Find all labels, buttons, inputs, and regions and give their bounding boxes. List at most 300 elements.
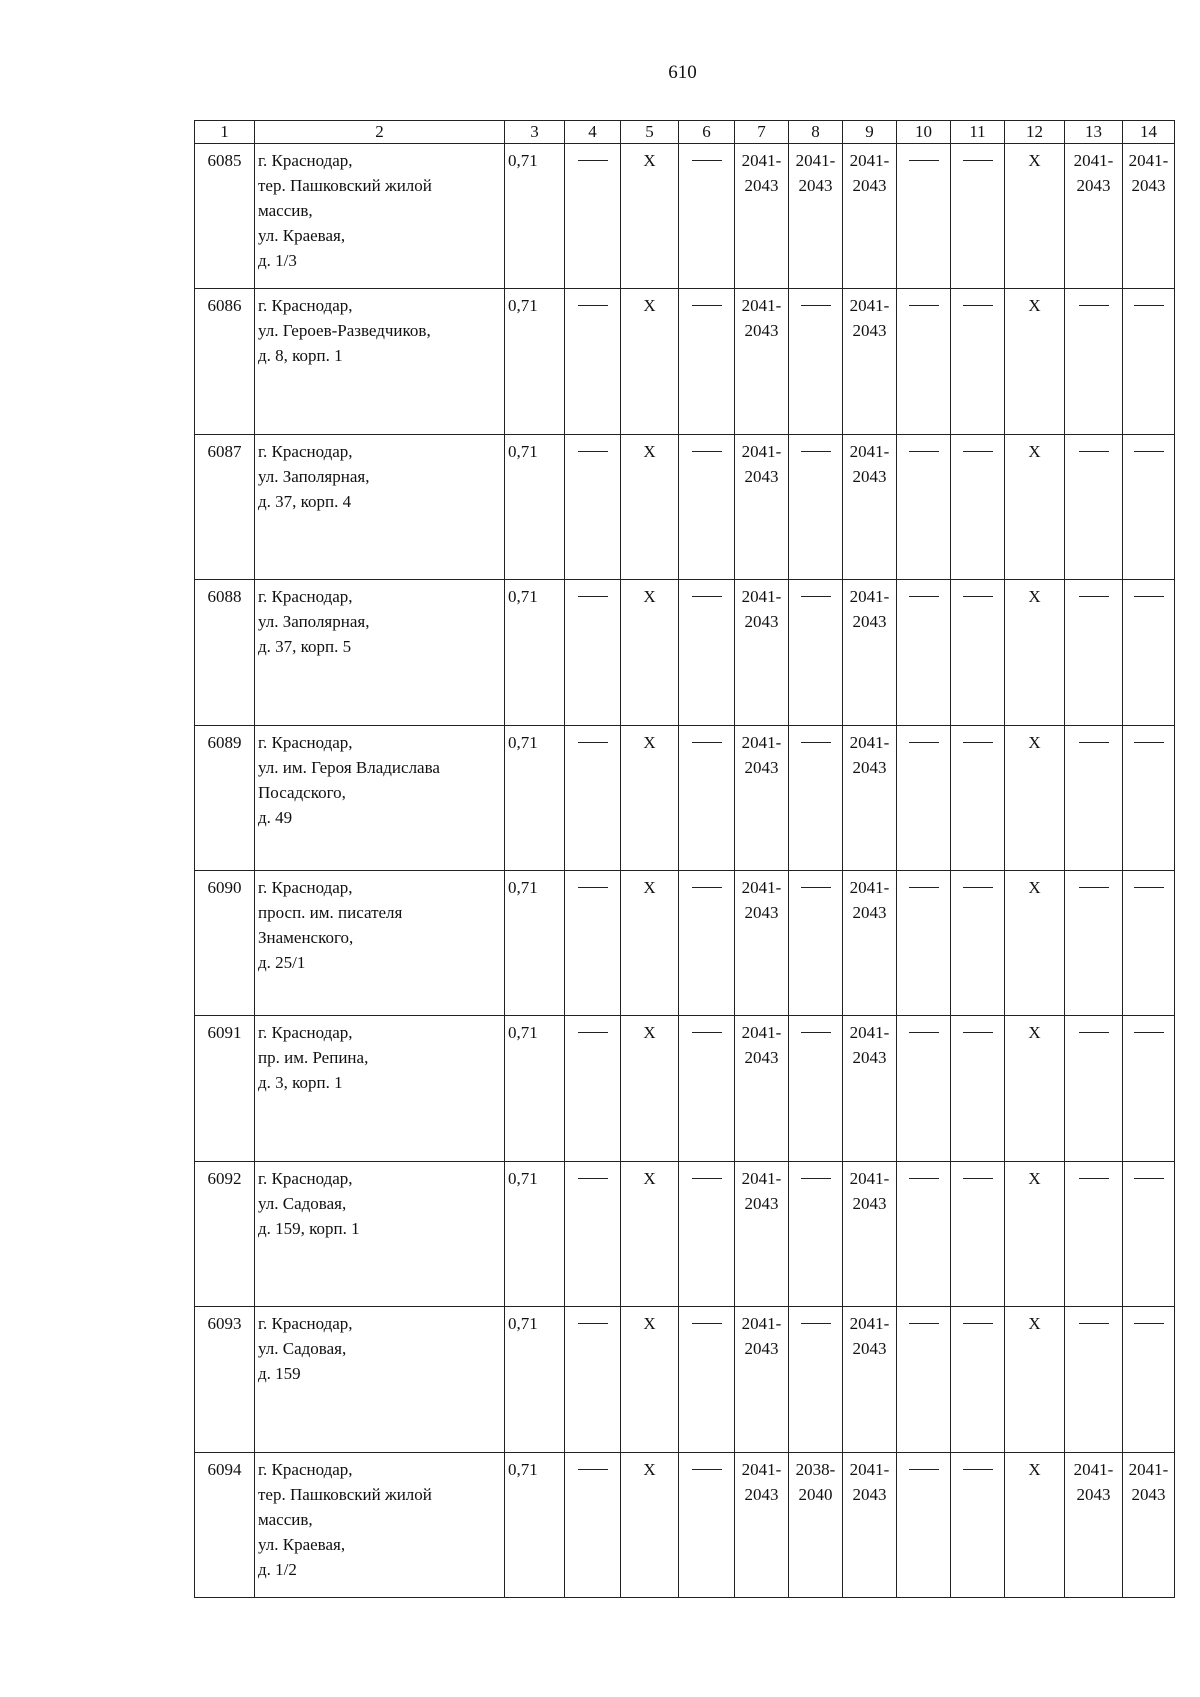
cell-col-12 — [1005, 725, 1065, 870]
row-number: 6094 — [195, 1452, 255, 1597]
dash-mark — [801, 305, 831, 306]
address-cell — [255, 1452, 505, 1597]
cell-col-11 — [951, 1161, 1005, 1306]
column-header-4: 4 — [565, 121, 621, 144]
cell-col-6 — [679, 1452, 735, 1597]
address-cell — [255, 434, 505, 579]
year-range: 2041- 2043 — [741, 1314, 782, 1359]
column-header-14: 14 — [1123, 121, 1175, 144]
dash-mark — [692, 1469, 722, 1470]
cell-col-11 — [951, 144, 1005, 289]
cell-col-3 — [505, 725, 565, 870]
coefficient-value: 0,71 — [508, 877, 538, 897]
dash-mark — [578, 305, 608, 306]
mark-value: X — [1028, 1459, 1041, 1479]
table-row — [195, 1307, 1175, 1452]
address-line: д. 37, корп. 4 — [258, 491, 352, 511]
cell-col-4 — [565, 870, 621, 1015]
cell-col-13 — [1065, 870, 1123, 1015]
dash-mark — [963, 887, 993, 888]
cell-col-13 — [1065, 144, 1123, 289]
address-line: д. 8, корп. 1 — [258, 346, 343, 366]
address-line: д. 49 — [258, 807, 293, 827]
cell-col-5 — [621, 1161, 679, 1306]
cell-col-6 — [679, 1161, 735, 1306]
dash-mark — [1134, 451, 1164, 452]
cell-col-5 — [621, 434, 679, 579]
cell-col-10 — [897, 1307, 951, 1452]
address-cell — [255, 1161, 505, 1306]
cell-col-14 — [1123, 144, 1175, 289]
dash-mark — [1134, 887, 1164, 888]
year-range: 2038- 2040 — [795, 1459, 836, 1504]
cell-col-14 — [1123, 289, 1175, 434]
mark-value: X — [1028, 441, 1041, 461]
cell-col-4 — [565, 1016, 621, 1161]
dash-mark — [578, 1469, 608, 1470]
column-header-8: 8 — [789, 121, 843, 144]
header-row — [195, 121, 1175, 144]
dash-mark — [963, 742, 993, 743]
mark-value: X — [643, 1314, 656, 1334]
dash-mark — [1079, 451, 1109, 452]
cell-col-12 — [1005, 1161, 1065, 1306]
dash-mark — [692, 160, 722, 161]
dash-mark — [909, 1032, 939, 1033]
dash-mark — [801, 451, 831, 452]
table-row — [195, 1016, 1175, 1161]
year-range: 2041- 2043 — [849, 1023, 890, 1068]
cell-col-11 — [951, 1452, 1005, 1597]
dash-mark — [1079, 742, 1109, 743]
row-number: 6092 — [195, 1161, 255, 1306]
cell-col-14 — [1123, 1161, 1175, 1306]
cell-col-4 — [565, 144, 621, 289]
address-line: Знаменского, — [258, 927, 354, 947]
row-number: 6087 — [195, 434, 255, 579]
address-line: ул. Садовая, — [258, 1193, 347, 1213]
dash-mark — [1079, 596, 1109, 597]
table-row — [195, 1452, 1175, 1597]
year-range: 2041- 2043 — [1128, 151, 1169, 195]
cell-col-8 — [789, 289, 843, 434]
dash-mark — [801, 596, 831, 597]
cell-col-7 — [735, 580, 789, 725]
address-line: массив, — [258, 201, 313, 220]
cell-col-11 — [951, 289, 1005, 434]
dash-mark — [578, 742, 608, 743]
address-line: тер. Пашковский жилой — [258, 1484, 432, 1504]
address-line: просп. им. писателя — [258, 902, 403, 922]
year-range: 2041- 2043 — [1128, 1459, 1169, 1504]
cell-col-13 — [1065, 1452, 1123, 1597]
cell-col-14 — [1123, 1016, 1175, 1161]
cell-col-6 — [679, 1016, 735, 1161]
cell-col-7 — [735, 1016, 789, 1161]
dash-mark — [692, 305, 722, 306]
mark-value: X — [1028, 296, 1041, 316]
cell-col-3 — [505, 1016, 565, 1161]
year-range: 2041- 2043 — [849, 877, 890, 922]
column-header-9: 9 — [843, 121, 897, 144]
cell-col-3 — [505, 144, 565, 289]
cell-col-12 — [1005, 870, 1065, 1015]
coefficient-value: 0,71 — [508, 1459, 538, 1479]
cell-col-13 — [1065, 1016, 1123, 1161]
cell-col-13 — [1065, 1161, 1123, 1306]
coefficient-value: 0,71 — [508, 1023, 538, 1043]
mark-value: X — [643, 1459, 656, 1479]
year-range: 2041- 2043 — [741, 1459, 782, 1504]
cell-col-10 — [897, 870, 951, 1015]
year-range: 2041- 2043 — [849, 151, 890, 195]
address-line: ул. Героев-Разведчиков, — [258, 321, 431, 341]
year-range: 2041- 2043 — [1073, 151, 1114, 195]
cell-col-11 — [951, 870, 1005, 1015]
mark-value: X — [643, 296, 656, 316]
year-range: 2041- 2043 — [849, 587, 890, 632]
year-range: 2041- 2043 — [795, 151, 836, 195]
year-range: 2041- 2043 — [849, 1459, 890, 1504]
cell-col-5 — [621, 1016, 679, 1161]
dash-mark — [963, 596, 993, 597]
cell-col-5 — [621, 725, 679, 870]
year-range: 2041- 2043 — [849, 1168, 890, 1213]
dash-mark — [578, 451, 608, 452]
cell-col-11 — [951, 725, 1005, 870]
mark-value: X — [1028, 1314, 1041, 1334]
cell-col-3 — [505, 1161, 565, 1306]
cell-col-9 — [843, 1307, 897, 1452]
address-line: ул. Заполярная, — [258, 612, 370, 632]
cell-col-4 — [565, 289, 621, 434]
cell-col-5 — [621, 580, 679, 725]
address-line: д. 1/3 — [258, 251, 297, 270]
cell-col-3 — [505, 580, 565, 725]
cell-col-12 — [1005, 1452, 1065, 1597]
cell-col-9 — [843, 1016, 897, 1161]
row-number: 6089 — [195, 725, 255, 870]
cell-col-4 — [565, 1161, 621, 1306]
address-line: пр. им. Репина, — [258, 1048, 369, 1068]
coefficient-value: 0,71 — [508, 1168, 538, 1188]
cell-col-8 — [789, 434, 843, 579]
cell-col-6 — [679, 870, 735, 1015]
column-header-7: 7 — [735, 121, 789, 144]
cell-col-7 — [735, 1452, 789, 1597]
cell-col-7 — [735, 1161, 789, 1306]
cell-col-11 — [951, 434, 1005, 579]
page-number: 610 — [668, 62, 697, 83]
table-row — [195, 289, 1175, 434]
year-range: 2041- 2043 — [849, 1314, 890, 1359]
address-line: д. 159, корп. 1 — [258, 1218, 360, 1238]
mark-value: X — [643, 151, 656, 170]
row-number: 6086 — [195, 289, 255, 434]
address-line: г. Краснодар, — [258, 1459, 353, 1479]
cell-col-6 — [679, 1307, 735, 1452]
cell-col-10 — [897, 289, 951, 434]
dash-mark — [909, 887, 939, 888]
cell-col-7 — [735, 725, 789, 870]
cell-col-14 — [1123, 1452, 1175, 1597]
dash-mark — [801, 1178, 831, 1179]
cell-col-11 — [951, 580, 1005, 725]
cell-col-3 — [505, 1307, 565, 1452]
dash-mark — [1134, 1178, 1164, 1179]
dash-mark — [909, 451, 939, 452]
address-line: г. Краснодар, — [258, 1168, 353, 1188]
cell-col-5 — [621, 1307, 679, 1452]
year-range: 2041- 2043 — [1073, 1459, 1114, 1504]
cell-col-9 — [843, 144, 897, 289]
dash-mark — [1079, 887, 1109, 888]
dash-mark — [801, 887, 831, 888]
address-cell — [255, 580, 505, 725]
cell-col-8 — [789, 144, 843, 289]
table-row — [195, 870, 1175, 1015]
cell-col-12 — [1005, 144, 1065, 289]
dash-mark — [963, 1178, 993, 1179]
cell-col-6 — [679, 289, 735, 434]
column-header-2: 2 — [255, 121, 505, 144]
table-row — [195, 434, 1175, 579]
cell-col-10 — [897, 434, 951, 579]
address-line: ул. Краевая, — [258, 226, 346, 245]
dash-mark — [578, 1323, 608, 1324]
registry-table — [194, 120, 1175, 1598]
dash-mark — [692, 1032, 722, 1033]
cell-col-14 — [1123, 1307, 1175, 1452]
dash-mark — [909, 160, 939, 161]
dash-mark — [1134, 596, 1164, 597]
mark-value: X — [643, 587, 656, 607]
mark-value: X — [1028, 1023, 1041, 1043]
cell-col-8 — [789, 1161, 843, 1306]
mark-value: X — [1028, 151, 1041, 170]
column-header-12: 12 — [1005, 121, 1065, 144]
dash-mark — [578, 1032, 608, 1033]
dash-mark — [909, 596, 939, 597]
column-header-13: 13 — [1065, 121, 1123, 144]
cell-col-7 — [735, 870, 789, 1015]
dash-mark — [909, 1178, 939, 1179]
cell-col-7 — [735, 434, 789, 579]
year-range: 2041- 2043 — [741, 1168, 782, 1213]
dash-mark — [1134, 1323, 1164, 1324]
cell-col-4 — [565, 434, 621, 579]
dash-mark — [909, 305, 939, 306]
dash-mark — [692, 742, 722, 743]
mark-value: X — [643, 1168, 656, 1188]
dash-mark — [963, 1032, 993, 1033]
dash-mark — [1079, 1323, 1109, 1324]
cell-col-9 — [843, 870, 897, 1015]
column-header-6: 6 — [679, 121, 735, 144]
year-range: 2041- 2043 — [741, 296, 782, 341]
cell-col-14 — [1123, 725, 1175, 870]
address-line: массив, — [258, 1509, 313, 1529]
cell-col-8 — [789, 1016, 843, 1161]
mark-value: X — [1028, 732, 1041, 752]
dash-mark — [909, 1469, 939, 1470]
dash-mark — [578, 1178, 608, 1179]
address-line: тер. Пашковский жилой — [258, 176, 432, 195]
cell-col-10 — [897, 1452, 951, 1597]
cell-col-12 — [1005, 289, 1065, 434]
column-header-5: 5 — [621, 121, 679, 144]
cell-col-8 — [789, 1452, 843, 1597]
coefficient-value: 0,71 — [508, 296, 538, 316]
cell-col-12 — [1005, 580, 1065, 725]
address-line: г. Краснодар, — [258, 441, 353, 461]
dash-mark — [1134, 305, 1164, 306]
address-line: ул. Заполярная, — [258, 466, 370, 486]
row-number: 6085 — [195, 144, 255, 289]
table-row — [195, 1161, 1175, 1306]
address-line: д. 159 — [258, 1364, 301, 1384]
mark-value: X — [643, 877, 656, 897]
cell-col-11 — [951, 1016, 1005, 1161]
table-row — [195, 580, 1175, 725]
cell-col-10 — [897, 725, 951, 870]
cell-col-14 — [1123, 870, 1175, 1015]
coefficient-value: 0,71 — [508, 151, 538, 170]
cell-col-3 — [505, 1452, 565, 1597]
year-range: 2041- 2043 — [741, 877, 782, 922]
year-range: 2041- 2043 — [741, 732, 782, 777]
dash-mark — [692, 451, 722, 452]
mark-value: X — [1028, 1168, 1041, 1188]
mark-value: X — [1028, 877, 1041, 897]
address-line: Посадского, — [258, 782, 346, 802]
dash-mark — [963, 1469, 993, 1470]
cell-col-9 — [843, 1452, 897, 1597]
mark-value: X — [643, 441, 656, 461]
table-row — [195, 725, 1175, 870]
cell-col-6 — [679, 434, 735, 579]
address-line: д. 1/2 — [258, 1559, 297, 1579]
table-body — [195, 144, 1175, 1598]
address-cell — [255, 1016, 505, 1161]
address-line: ул. Краевая, — [258, 1534, 346, 1554]
dash-mark — [692, 1323, 722, 1324]
dash-mark — [801, 742, 831, 743]
address-line: г. Краснодар, — [258, 732, 353, 752]
dash-mark — [1079, 1032, 1109, 1033]
cell-col-3 — [505, 289, 565, 434]
cell-col-5 — [621, 1452, 679, 1597]
cell-col-8 — [789, 1307, 843, 1452]
row-number: 6093 — [195, 1307, 255, 1452]
dash-mark — [578, 887, 608, 888]
dash-mark — [692, 1178, 722, 1179]
cell-col-14 — [1123, 434, 1175, 579]
address-line: г. Краснодар, — [258, 1023, 353, 1043]
cell-col-6 — [679, 144, 735, 289]
address-cell — [255, 144, 505, 289]
cell-col-4 — [565, 725, 621, 870]
address-cell — [255, 725, 505, 870]
address-cell — [255, 1307, 505, 1452]
cell-col-7 — [735, 289, 789, 434]
dash-mark — [963, 305, 993, 306]
dash-mark — [801, 1323, 831, 1324]
cell-col-6 — [679, 725, 735, 870]
year-range: 2041- 2043 — [849, 441, 890, 486]
dash-mark — [1134, 1032, 1164, 1033]
cell-col-13 — [1065, 580, 1123, 725]
cell-col-12 — [1005, 434, 1065, 579]
address-line: д. 37, корп. 5 — [258, 637, 352, 657]
row-number: 6090 — [195, 870, 255, 1015]
address-line: г. Краснодар, — [258, 1314, 353, 1334]
year-range: 2041- 2043 — [741, 151, 782, 195]
address-line: д. 3, корп. 1 — [258, 1073, 343, 1093]
cell-col-4 — [565, 1307, 621, 1452]
dash-mark — [801, 1032, 831, 1033]
row-number: 6091 — [195, 1016, 255, 1161]
dash-mark — [963, 1323, 993, 1324]
dash-mark — [578, 596, 608, 597]
cell-col-8 — [789, 580, 843, 725]
address-line: г. Краснодар, — [258, 296, 353, 316]
cell-col-8 — [789, 725, 843, 870]
cell-col-10 — [897, 144, 951, 289]
cell-col-10 — [897, 580, 951, 725]
cell-col-4 — [565, 1452, 621, 1597]
address-line: д. 25/1 — [258, 952, 306, 972]
dash-mark — [692, 887, 722, 888]
dash-mark — [963, 160, 993, 161]
cell-col-12 — [1005, 1307, 1065, 1452]
cell-col-9 — [843, 725, 897, 870]
address-cell — [255, 870, 505, 1015]
address-line: ул. им. Героя Владислава — [258, 757, 440, 777]
cell-col-13 — [1065, 289, 1123, 434]
year-range: 2041- 2043 — [849, 296, 890, 341]
dash-mark — [1079, 1178, 1109, 1179]
table-row — [195, 144, 1175, 289]
cell-col-11 — [951, 1307, 1005, 1452]
dash-mark — [1079, 305, 1109, 306]
column-header-3: 3 — [505, 121, 565, 144]
year-range: 2041- 2043 — [849, 732, 890, 777]
cell-col-14 — [1123, 580, 1175, 725]
column-header-11: 11 — [951, 121, 1005, 144]
year-range: 2041- 2043 — [741, 441, 782, 486]
coefficient-value: 0,71 — [508, 732, 538, 752]
cell-col-4 — [565, 580, 621, 725]
address-line: г. Краснодар, — [258, 877, 353, 897]
coefficient-value: 0,71 — [508, 441, 538, 461]
address-line: г. Краснодар, — [258, 587, 353, 607]
dash-mark — [909, 1323, 939, 1324]
cell-col-13 — [1065, 434, 1123, 579]
cell-col-3 — [505, 434, 565, 579]
cell-col-6 — [679, 580, 735, 725]
mark-value: X — [643, 732, 656, 752]
cell-col-13 — [1065, 725, 1123, 870]
coefficient-value: 0,71 — [508, 1314, 538, 1334]
cell-col-9 — [843, 289, 897, 434]
address-line: ул. Садовая, — [258, 1339, 347, 1359]
year-range: 2041- 2043 — [741, 1023, 782, 1068]
dash-mark — [692, 596, 722, 597]
cell-col-10 — [897, 1016, 951, 1161]
cell-col-9 — [843, 580, 897, 725]
cell-col-5 — [621, 870, 679, 1015]
